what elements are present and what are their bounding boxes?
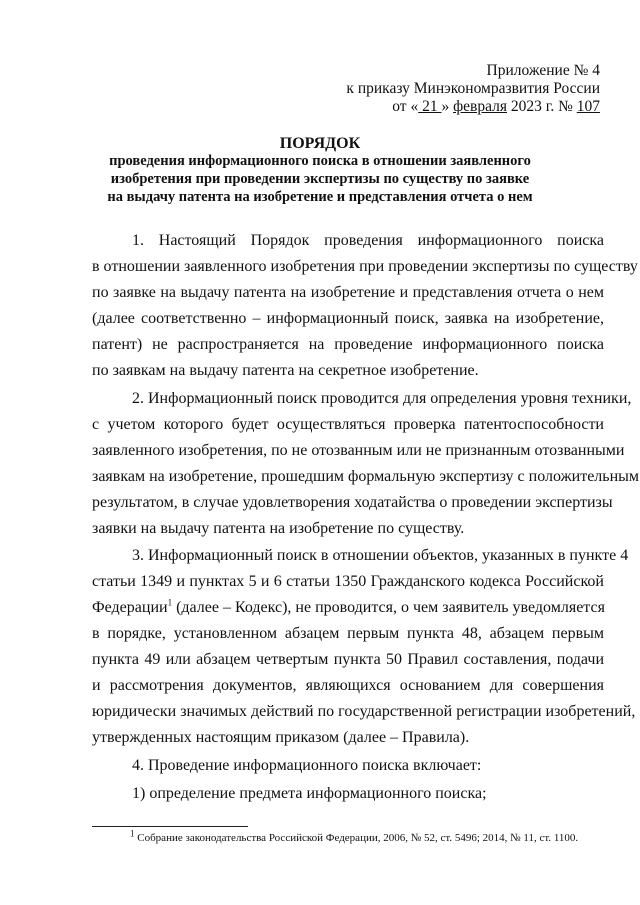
paragraph-3-line: утвержденных настоящим приказом (далее – Правила). — [92, 729, 470, 746]
paragraph-2-line: результатом, в случае удовлетворения ходатайства о проведении экспертизы — [92, 494, 613, 511]
order-day: 21 — [418, 98, 442, 115]
order-number: 107 — [576, 98, 600, 115]
paragraph-3-line: 3. Информационный поиск в отношении объектов, указанных в пункте 4 — [132, 547, 629, 564]
federation-word: Федерации — [92, 599, 168, 616]
paragraph-4-line: 4. Проведение информационного поиска включает: — [132, 757, 482, 774]
document-title: ПОРЯДОК — [279, 135, 361, 152]
order-year: 2023 г. № — [506, 98, 577, 115]
paragraph-3-line: пункта 49 или абзацем четвертым пункта 50 Правил составления, подачи — [92, 651, 604, 668]
paragraph-3-line: в порядке, установленном абзацем первым пункта 48, абзацем первым — [92, 625, 604, 642]
paragraph-2-line: 2. Информационный поиск проводится для определения уровня техники, — [132, 390, 632, 407]
paragraph-2-line: заявкам на изобретение, прошедшим формальную экспертизу с положительным — [92, 468, 640, 485]
annex-order-ref: к приказу Минэкономразвития России — [346, 80, 600, 97]
footnote-divider — [92, 826, 248, 827]
kodeks-clause: (далее – Кодекс), не проводится, о чем заявитель уведомляется — [176, 599, 605, 616]
footnote-reference: 1 — [167, 597, 173, 608]
document-subtitle — [60, 152, 580, 206]
subtitle-line: на выдачу патента на изобретение и представления отчета о нем — [107, 189, 533, 205]
paragraph-1-line: по заявкам на выдачу патента на секретное изобретение. — [92, 362, 479, 379]
paragraph-1-line: в отношении заявленного изобретения при проведении экспертизы по существу — [92, 258, 638, 275]
paragraph-1-line: по заявке на выдачу патента на изобретение и представления отчета о нем — [92, 284, 604, 301]
date-close-quote: » — [441, 98, 454, 115]
footnote-text: Собрание законодательства Российской Федерации, 2006, № 52, ст. 5496; 2014, № 11, ст. 1100. — [137, 832, 579, 844]
paragraph-1-line: 1. Настоящий Порядок проведения информационного поиска — [132, 232, 604, 249]
paragraph-3-line — [92, 599, 604, 625]
paragraph-4-item-1: 1) определение предмета информационного поиска; — [132, 785, 487, 802]
footnote-mark: 1 — [130, 828, 135, 839]
paragraph-2-line: заявки на выдачу патента на изобретение по существу. — [92, 520, 465, 537]
paragraph-3-line: юридически значимых действий по государственной регистрации изобретений, — [92, 703, 636, 720]
annex-order-date — [346, 98, 600, 116]
annex-header — [346, 62, 600, 116]
paragraph-3-line: и рассмотрения документов, являющихся основанием для совершения — [92, 677, 604, 694]
paragraph-1-line: патент) не распространяется на проведение информационного поиска — [92, 336, 604, 353]
annex-number: Приложение № 4 — [486, 62, 600, 79]
subtitle-line: проведения информационного поиска в отношении заявленного — [109, 153, 531, 169]
paragraph-1-line: (далее соответственно – информационный поиск, заявка на изобретение, — [92, 310, 604, 327]
paragraph-3-line: статьи 1349 и пунктах 5 и 6 статьи 1350 Гражданского кодекса Российской — [92, 573, 604, 590]
footnote — [130, 828, 579, 844]
paragraph-2-line: с учетом которого будет осуществляться проверка патентоспособности — [92, 416, 604, 433]
order-month: февраля — [453, 98, 507, 115]
paragraph-2-line: заявленного изобретения, по не отозванным или не признанным отозванными — [92, 442, 625, 459]
subtitle-line: изобретения при проведении экспертизы по существу по заявке — [110, 171, 530, 187]
date-open-quote: от « — [392, 98, 419, 115]
